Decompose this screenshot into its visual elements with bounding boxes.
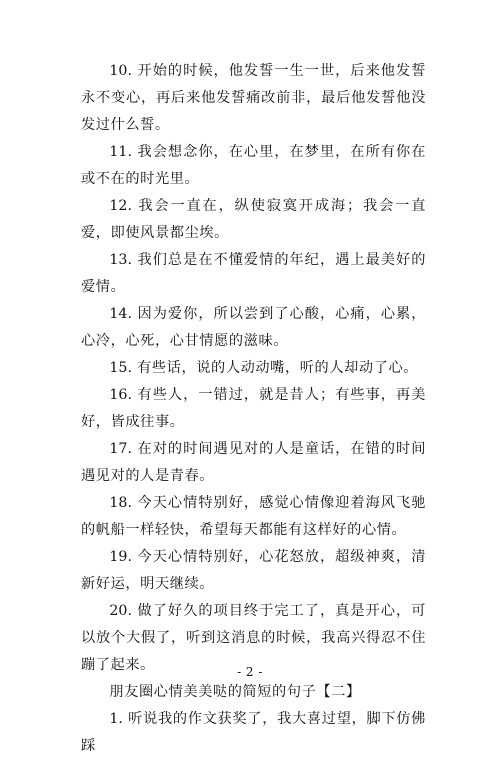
paragraph-item-20: 20. 做了好久的项目终于完工了，真是开心，可以放个大假了，听到这消息的时候，我高兴得忍不住蹦了起来。 [81,603,426,673]
section-heading: 朋友圈心情美美哒的简短的句子【二】 [109,684,361,700]
page-number: - 2 - [237,665,263,679]
paragraph-item-19: 19. 今天心情特别好，心花怒放，超级神爽，清新好运，明天继续。 [81,549,426,592]
paragraph-item-17: 17. 在对的时间遇见对的人是童话，在错的时间遇见对的人是青春。 [81,441,426,484]
paragraph-item-14: 14. 因为爱你，所以尝到了心酸，心痛，心累，心冷，心死，心甘情愿的滋味。 [81,306,426,349]
paragraph-item-15: 15. 有些话，说的人动动嘴，听的人却动了心。 [109,360,419,376]
paragraph-item-1: 1. 听说我的作文获奖了，我大喜过望，脚下仿佛踩 [81,711,426,754]
paragraph-item-12: 12. 我会一直在，纵使寂寞开成海；我会一直爱，即使风景都尘埃。 [81,198,426,241]
paragraph-item-11: 11. 我会想念你，在心里，在梦里，在所有你在或不在的时光里。 [81,144,426,187]
paragraph-item-18: 18. 今天心情特别好，感觉心情像迎着海风飞驰的帆船一样轻快，希望每天都能有这样好的心情。 [81,495,426,538]
paragraph-item-13: 13. 我们总是在不懂爱情的年纪，遇上最美好的爱情。 [81,252,426,295]
paragraph-item-10: 10. 开始的时候，他发誓一生一世，后来他发誓永不变心，再后来他发誓痛改前非，最后他发誓他没发过什么誓。 [81,63,426,133]
document-body [81,58,426,760]
paragraph-item-16: 16. 有些人，一错过，就是昔人；有些事，再美好，皆成往事。 [81,387,426,430]
